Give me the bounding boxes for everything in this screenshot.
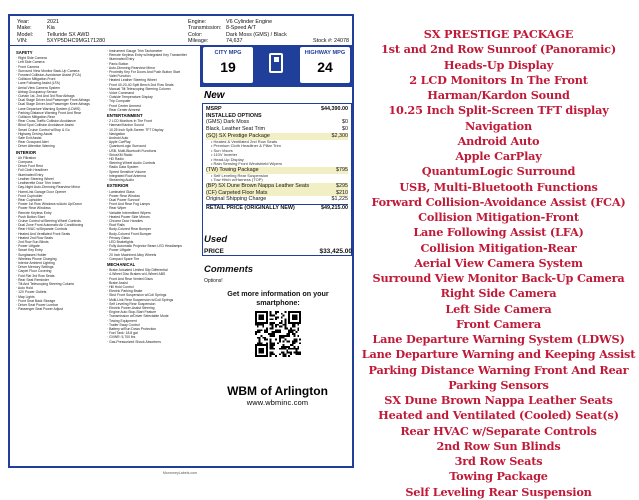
price-row-value: $2,300 [331,132,348,139]
feature-line: · Cruise Control w/Steering Wheel Controls [16,218,81,223]
feature-line: · Left Side Camera [16,60,45,65]
feature-line: · Heated 2nd Row Seats [16,235,53,240]
package-feature-item: Right Side Camera [440,286,557,301]
feature-line: · Driver Foot Rest [16,164,43,169]
price-row-value: $49,215.00 [321,205,348,212]
price-row-value: $0 [342,119,348,126]
feature-line: · QuantumLogic Surround [107,144,147,149]
package-feature-item: Parking Sensors [448,377,549,392]
feature-line: · 4-Wheel Disc Brakes w/4-Wheel ABS [107,272,166,277]
package-feature-item: Heated and Ventilated (Cooled) Seat(s) [378,408,619,423]
feature-line: · Lane Departure Warning System (LDWS) [16,106,81,111]
package-feature-item: Parking Distance Warning Front And Rear [368,362,629,377]
price-row-label: • 110V Inverter [211,152,238,158]
feature-line: · Carpet Floor Covering [16,269,52,274]
package-feature-item: Android Auto [457,133,540,148]
price-row-label: MSRP [206,106,222,112]
package-feature-item: Lane Departure Warning System (LDWS) [372,332,625,346]
feature-line: · Rear Cross-Traffic Collision Avoidance [16,119,76,124]
feature-line: · Manual Tilt Telescoping Steering Column [107,86,171,91]
feature-line: · Speed Sensitive Volume [107,169,146,174]
feature-line: · Leatherette Door Trim Insert [16,181,61,186]
feature-line: · Instrument Gauge Trim Tachometer [107,49,163,53]
feature-line: · Rear Wiper [107,206,127,211]
feature-line: · Aerial View Camera System [16,85,61,90]
vin-row [17,38,179,44]
feature-line: · Dual Stage Driver And Passenger Knee Airbags [16,102,90,107]
feature-line: · Sunglasses Holder [16,252,47,257]
price-row-label: • Heated & Ventilated 2nd Row Seats [211,138,278,144]
feature-line: · Rear Center Armrest [107,107,141,112]
price-row [206,126,348,133]
feature-line: · Compass [16,160,33,165]
feature-line: · Body-Colored Front Bumper [107,231,152,236]
package-features-panel [358,0,639,499]
feature-line: · 20 Inch Machined Alloy Wheels [107,252,157,257]
feature-line: · Right Side Camera [16,56,47,61]
color-label: Color: [188,31,203,38]
feature-line: · Strut Front Suspension w/Coil Springs [107,293,167,298]
feature-line: · Lane Following Assist (LFA) [16,81,60,86]
fuel-economy-box [200,45,353,87]
package-feature-item: Aerial View Camera System [414,255,583,270]
feature-line: · Power Liftgate [16,244,40,249]
engine-label: Engine: [188,19,207,25]
make-value: Kia [47,25,55,32]
price-row [206,190,348,197]
feature-line: · Leather Steering Wheel [16,176,54,181]
feature-line: · Front Center Armrest [107,103,141,108]
package-feature-item: Apple CarPlay [455,149,542,163]
city-mpg [203,47,253,83]
price-row-label: INSTALLED OPTIONS [206,112,262,119]
city-mpg-value: 19 [220,59,236,75]
feature-line: · Voice Command [107,91,134,96]
highway-mpg [300,47,350,83]
feature-line: · Collision Mitigation-Front [16,77,56,82]
price-row-value: $44,390.00 [321,106,348,112]
package-feature-item: QuantumLogic Surround [421,164,576,179]
price-row-value: $210 [336,189,348,196]
used-price-value: $33,425.00 [319,248,352,255]
price-row-label: Original Shipping Charge [206,196,267,203]
feature-line: · Front 40-20-40 Split Bench 2nd Row Seats [107,82,174,87]
feature-line: · Laminated Glass [107,189,135,194]
model-label: Model: [17,31,34,38]
package-feature-item: Front Camera [456,316,541,331]
price-row-label: (TW) Towing Package [206,167,259,174]
price-row [206,204,348,212]
feature-line: · Trailer Sway Control [107,322,140,327]
package-feature-item: SX Dune Brown Nappa Leather Seats [384,393,613,407]
section-heading: EXTERIOR [107,183,129,189]
stock-value: 24078 [334,38,349,45]
feature-line: · Battery w/Run Down Protection [107,327,157,331]
feature-line: · HomeLink Garage Door Opener [16,189,67,194]
feature-line: · Forward Collision-Avoidance Assist (FCA) [16,73,81,78]
package-feature-item: Rear HVAC w/Separate Controls [400,423,597,438]
feature-line: · Collision Mitigation-Rear [16,115,55,120]
feature-line: · 2nd Row Sun Blinds [16,239,49,244]
feature-line: · Driver Attention Warning [16,144,55,149]
feature-line: · Dual Stage Driver And Passenger Front Airbags [16,98,90,103]
feature-line: · Curtain 1st, 2nd And 3rd Row Airbags [16,94,75,99]
price-row-label: RETAIL PRICE (ORIGINALLY NEW) [206,205,295,212]
stock-label: Stock #: [313,38,333,45]
mileage-value: 74,637 [226,38,243,45]
package-feature-item: Navigation [465,118,532,133]
feature-line: · Fold Flat 3rd Row Seats [16,273,55,278]
price-row-label: (BP) SX Dune Brown Nappa Leather Seats [206,182,310,189]
feature-line: · Passenger Seat Power Adjust [16,307,63,312]
package-feature-item: Left Side Camera [445,301,552,316]
feature-line: · 12V Power Outlets [16,290,47,295]
feature-line: · Harman/Kardon Sound [107,123,144,128]
price-row-value: $295 [336,182,348,189]
feature-line: · Front Seat Back Storage [16,298,56,303]
comments-text: Options! [204,278,223,284]
price-row [206,183,348,190]
package-feature-item: Towing Package [449,469,548,484]
package-feature-item: Lane Following Assist (LFA) [413,225,584,240]
feature-line: · Power Rear Windows [16,206,51,211]
feature-line: · Engine Auto Stop-Start Feature [107,310,157,315]
feature-line: · Brake Actuated Limited Slip Differential [107,268,168,273]
feature-line: · Map Lights [16,294,35,299]
package-feature-item: 3rd Row Seats [454,454,543,468]
feature-line: · Surround View Monitor Back-Up Camera [16,68,80,73]
feature-line: · Towing Equipment [107,318,137,323]
feature-line: · Trip Computer [107,99,131,104]
price-row-label: • Sun Visors [211,147,233,153]
feature-line: · Rear HVAC w/Separate Controls [16,227,68,232]
feature-line: · Apple CarPlay [107,140,131,145]
price-row-label: • Rain Sensing Front Windshield Wipers [211,161,282,167]
package-feature-item: Lane Departure Warning and Keeping Assist [361,347,636,362]
package-feature-item: Collision Mitigation-Front [418,210,579,224]
new-section-title: New [204,90,225,101]
price-row-label: • Head-Up Display [211,156,244,162]
feature-line: · Smart Key Entry [16,248,43,253]
package-features-list [358,27,639,500]
feature-line: · Safe Exit Assist [16,136,42,141]
price-row-label: (CF) Carpeted Floor Mats [206,189,268,196]
price-row-label: • Self Leveling Rear Suspension [211,172,269,178]
feature-line: · Driver Memory Settings [16,265,54,270]
feature-line: · Front Camera [16,64,39,69]
feature-line: · Fully Automatic Projector Beam LED Headlamps [107,244,182,249]
feature-line: · Remote Keyless Entry w/Integrated Key Transmitter [107,53,187,58]
vehicle-info-left [17,19,179,45]
price-row-value: $1,225 [331,196,348,203]
feature-line: · Wireless Phone Charging [16,256,57,261]
feature-line: · Fuel Tank: 18.8 gal [107,331,138,336]
vehicle-info-right [188,19,352,45]
feature-line: · Airbag Occupancy Sensor [16,89,58,94]
features-column-left [16,49,98,463]
feature-line: · Valet Function [107,74,131,79]
price-row-label: (SQ) SX Prestige Package [206,132,270,139]
feature-line: · Front And Rear Fog Lamps [107,202,150,207]
feature-line: · Power Rear Window [107,193,140,198]
feature-line: · Auto-Dimming Rearview Mirror [107,65,156,70]
feature-line: · Highway Driving Assist [16,131,53,136]
feature-line: · Electric Parking Brake [107,289,143,294]
feature-line: · Radio Data System [107,165,139,170]
footer-credit: MonroneyLabels.com [162,471,198,475]
transmission-value: 8-Speed A/T [226,25,256,32]
price-row [206,113,348,120]
feature-line: · Proximity Key For Doors And Push Button Start [107,70,181,75]
feature-line: · Rear Cupholder [16,197,43,202]
feature-line: · Front Cupholder [16,193,43,198]
feature-line: · HD Radio [107,157,124,162]
feature-line: · Chrome Door Handles [107,218,143,223]
feature-line: · Remote Keyless Entry [16,210,52,215]
feature-line: · Dual Power Sunroof [107,197,140,202]
feature-line: · Panic Button [107,61,129,66]
dealer-name: WBM of Arlington [227,384,328,398]
feature-line: · USB, Multi-Bluetooth Functions [107,148,157,153]
feature-line: · SiriusXM Radio [107,152,133,157]
feature-line: · Streaming Audio [107,178,134,183]
feature-line: · Tilt And Telescoping Steering Column [16,281,75,286]
feature-line: · Heated Leather Steering Wheel [107,78,157,83]
price-row [206,196,348,203]
feature-line: · Smart Cruise Control w/Stop & Go [16,127,70,132]
feature-line: · Gas-Pressurized Shock Absorbers [107,339,161,344]
fuel-pump-icon [255,47,297,83]
price-row [206,106,348,113]
feature-line: · GVWR: 5,700 lbs [107,335,136,340]
feature-line: · Heated Power Side Mirrors [107,214,150,219]
feature-line: · Hill Hold Control [107,284,134,289]
used-price-row [204,248,352,255]
feature-line: · Outside Temperature Display [107,95,153,100]
section-heading: INTERIOR [16,149,37,155]
feature-line: · Dual Zone Front Automatic Air Conditioning [16,223,84,228]
feature-line: · Steering Wheel Audio Controls [107,161,156,166]
feature-line: · Brake Assist [107,280,128,285]
model-value: Telluride SX AWD [47,31,90,38]
package-feature-item: 2 LCD Monitors In The Front [409,72,588,87]
feature-line: · LED Brakelights [107,239,134,244]
city-mpg-label: CITY MPG [214,50,242,56]
feature-line: · Privacy Glass [107,235,130,240]
comments-title: Comments [204,264,254,275]
feature-line: · Illuminated Entry [16,172,44,177]
section-heading: MECHANICAL [107,261,136,267]
package-feature-item: SX PRESTIGE PACKAGE [423,27,574,41]
feature-line: · Interior Ambient Lighting [16,260,55,265]
make-label: Make: [17,25,32,32]
package-feature-item: Forward Collision-Avoidance Assist (FCA) [371,194,626,209]
features-column-middle [107,49,189,463]
price-row [206,119,348,126]
used-price-label: PRICE [204,248,224,255]
feature-line: · Transmission w/Driver Selectable Mode [107,314,169,319]
feature-line: · Power 1st Row Windows w/Auto Up/Down [16,202,82,207]
package-feature-item: Collision Mitigation-Rear [420,240,577,255]
highway-mpg-value: 24 [317,59,333,75]
feature-line: · Roof Rails [107,223,125,228]
feature-line: · Android Auto [107,136,129,141]
feature-line: · Self Leveling Rear Suspension [107,301,156,306]
year-value: 2021 [47,19,59,25]
feature-line: · Power Liftgate [107,248,131,253]
feature-line: · Electric Power-Assist Steering [107,305,155,310]
section-heading: SAFETY [16,50,33,55]
feature-line: · Push Button Start [16,214,45,219]
stock-number [313,38,349,44]
dealer-url[interactable]: www.wbminc.com [246,398,309,407]
price-row-label: (GMS) Dark Moss [206,119,250,126]
feature-line: · Parking Distance Warning Front And Rear [16,110,82,115]
highway-mpg-label: HIGHWAY MPG [304,50,346,56]
feature-line: · Day-Night Auto-Dimming Rearview Mirror [16,185,81,190]
feature-line: · Body-Colored Rear Bumper [107,227,151,232]
feature-line: · Navigation [107,131,126,136]
mileage-label: Mileage: [188,38,209,45]
feature-line: · Rear Occupant Alert [16,140,49,145]
feature-line: · Integrated Roof Antenna [107,173,146,178]
color-value: Dark Moss (GMS) / Black [226,31,287,38]
mileage-row [188,38,352,44]
price-row-value: $0 [342,126,348,133]
feature-line: · Illuminated Entry [107,57,135,62]
feature-line: · Rear Seat Reminder [16,277,49,282]
feature-line: · Blind Spot Collision Avoidance Assist [16,123,74,128]
package-feature-item: 10.25 Inch Split-Screen TFT display [388,103,609,118]
more-info-prompt: Get more information on your smartphone: [227,289,329,307]
package-feature-item: Harman/Kardon Sound [427,88,570,102]
package-feature-item: Self Leveling Rear Suspension [405,484,592,499]
package-feature-item: 2nd Row Sun Blinds [436,438,561,453]
transmission-label: Transmission: [188,25,222,32]
package-feature-item: USB, Multi-Bluetooth Functions [399,179,598,194]
used-section-title: Used [204,234,228,245]
package-feature-item: 1st and 2nd Row Sunroof (Panoramic) [381,42,616,57]
feature-line: · Auto Hold [16,286,33,291]
feature-line: · Air Filtration [16,155,36,160]
year-label: Year: [17,19,30,25]
vin-value: 5XYP5DHC9MG171280 [47,38,106,45]
feature-line: · Heated And Ventilated Front Seats [16,231,71,236]
package-feature-item: Surround View Monitor Back-Up Camera [372,271,625,285]
feature-line: · Variable Intermittent Wipers [107,210,151,215]
feature-line: · Compact Spare Tire [107,256,140,261]
feature-line: · 10.25 Inch Split-Screen TFT Display [107,127,164,132]
feature-line: · 2 LCD Monitors In The Front [107,119,152,124]
feature-line: · Full Cloth Headliner [16,168,48,173]
section-heading: ENTERTAINMENT [107,113,143,119]
package-feature-item: Heads-Up Display [443,57,554,72]
feature-line: · Driver Seat Power Lumbar [16,302,59,307]
feature-line: · Multi-Link Rear Suspension w/Coil Springs [107,297,174,302]
engine-value: V6 Cylinder Engine [226,19,273,25]
vin-label: VIN: [17,38,28,45]
price-row-label: • Tow Hitch w/Harness (TOP) [211,177,263,183]
qr-code-icon[interactable] [255,311,301,357]
price-row-value: $795 [336,167,348,174]
price-row-label: Black, Leather Seat Trim [206,126,266,133]
price-row-label: • Premium Cloth Headliner & Pillar Trim [211,143,281,149]
feature-line: · Front And Rear Vented Discs [107,276,153,281]
